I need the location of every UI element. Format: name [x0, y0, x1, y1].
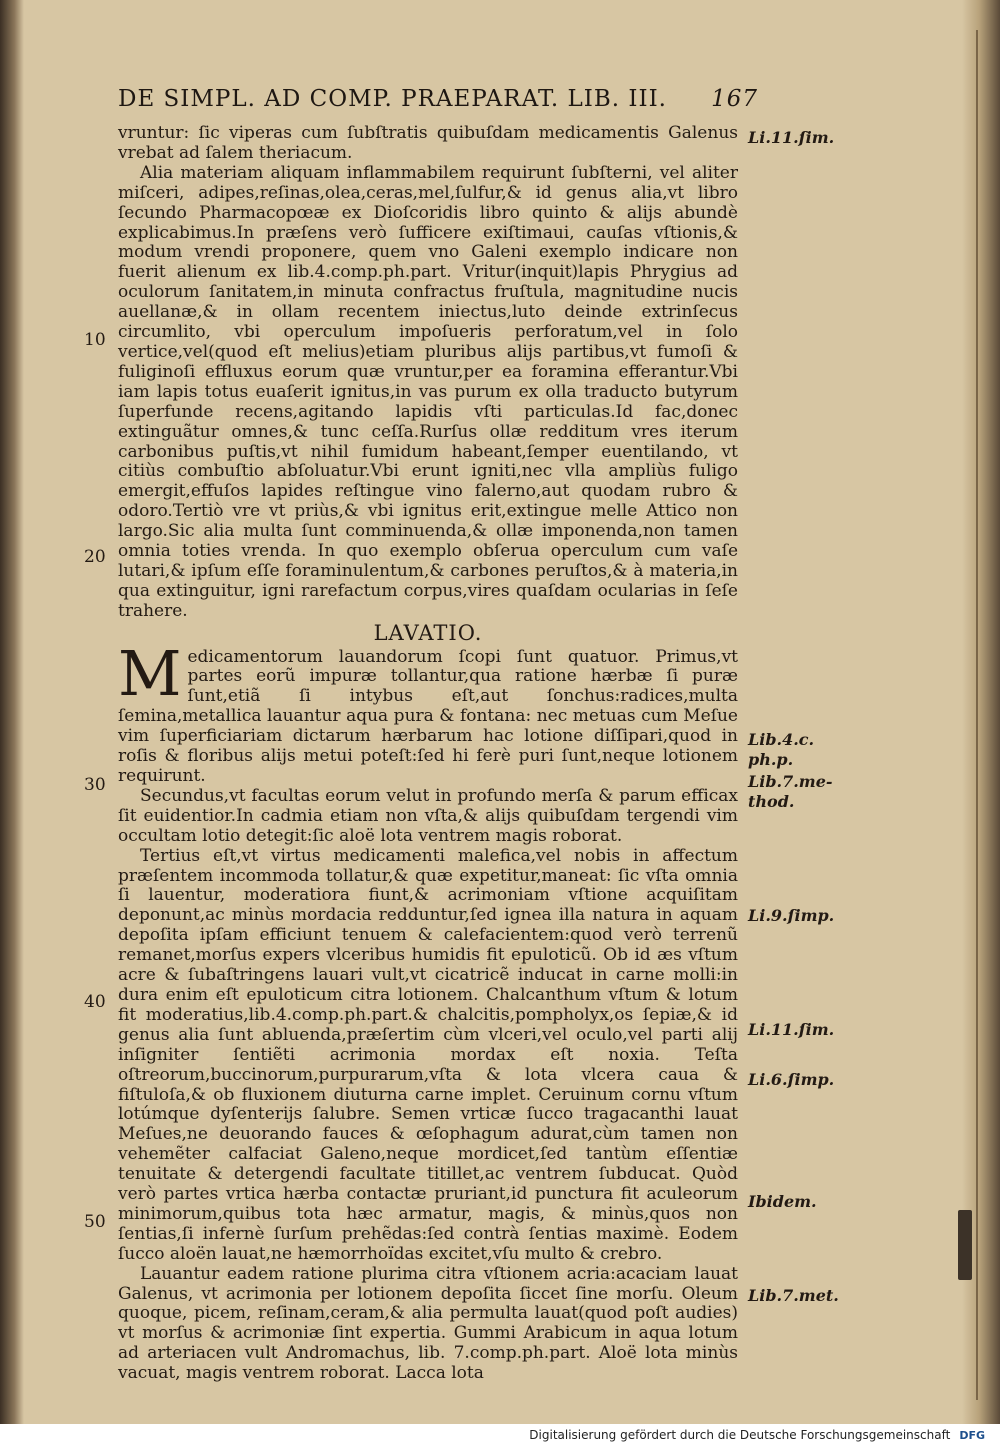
margin-note: Lib.7.met. [748, 1286, 839, 1305]
margin-note: Ibidem. [748, 1192, 817, 1211]
line-number: 50 [84, 1212, 106, 1232]
margin-note: Li.11.ſim. [748, 1020, 835, 1039]
paragraph: vruntur: ſic viperas cum ſubſtratis quibuſdam medicamentis Galenus vrebat ad ſalem theriacum. [118, 123, 738, 163]
running-header [118, 86, 758, 120]
line-number: 20 [84, 547, 106, 567]
margin-note: thod. [748, 792, 795, 811]
main-text [118, 124, 738, 1384]
page-number: 167 [711, 86, 758, 112]
paragraph: Tertius eſt,vt virtus medicamenti malefica,vel nobis in affectum præſentem incommoda tollatur,& quæ expetitur,maneat: ſic vſta omnia ſi lauentur, moderatiora fiunt,& acrimoniam vſtione acquiſitam deponunt,ac minùs mordacia redduntur,ſed ignea illa natura in aquam depoſita ipſam efficiunt tenuem & calefacientem:quod verò terrenũ remanet,morſus expers vlceribus humidis fit epuloticũ. Ob id æs vſtum acre & ſubaſtringens lauari vult,vt cicatricẽ inducat in carne molli:in dura enim eſt epuloticum citra lotionem. Chalcanthum vſtum & lotum fit moderatius,lib.4.comp.ph.part.& chalcitis,pompholyx,os ſepiæ,& id genus alia ſunt abluenda,præſertim cùm vlceri,vel oculo,vel parti alij inſigniter ſentiẽti acrimonia mordax eſt noxia. Teſta oſtreorum,buccinorum,purpurarum,vſta & lota vlcera caua & fiſtuloſa,& ob fluxionem diuturna carne implet. Ceruinum cornu vſtum lotúmque dyſenterijs ſalubre. Semen vrticæ ſucco tragacanthi lauat Meſues,ne deuorando fauces & œſophagum adurat,cùm tamen non vehemẽter calfaciat Galeno,neque mordicet,ſed tantùm eſſentiæ tenuitate & detergendi facultate titillet,ac ventrem ſubducat. Quòd verò partes vrtica hærba contactæ pruriant,id punctura fit aculeorum minimorum,quibus tota hæc armatur, magis, & minùs,quos non ſentias,ſi infernè ſurſum prehẽdas:ſed contrà ſentias maximè. Eodem ſucco aloën lauat,ne hæmorrhoïdas excitet,vſu multo & crebro. [118, 845, 738, 1264]
credit-text: Digitalisierung gefördert durch die Deutsche Forschungsgemeinschaft [529, 1428, 951, 1442]
paragraph: Secundus,vt facultas eorum velut in profundo merſa & parum efficax ſit euidentior.In cadmia etiam non vſta,& alijs quibuſdam tergendi vim occultam lotio detegit:ſic aloë lota ventrem magis roborat. [118, 785, 738, 846]
paragraph-text: edicamentorum lauandorum ſcopi ſunt quatuor. Primus,vt partes eorũ impuræ tollantur,qua ratione hærbæ ſi puræ ſunt,etiã ſi intybus eſt,aut ſonchus:radices,multa ſemina,metallica lauantur aqua pura & fontana: nec metuas cum Meſue vim ſuperficiariam dictarum hærbarum hac lotione diſſipari,quod in roſis & floribus alijs metui poteſt:ſed hi ferè puri ſunt,neque lotionem requirunt. [118, 646, 738, 786]
drop-cap: M [118, 636, 182, 710]
paragraph: Alia materiam aliquam inflammabilem requirunt ſubſterni, vel aliter miſceri, adipes,reſinas,olea,ceras,mel,ſulfur,& id genus alia,vt libro ſecundo Pharmacopœæ ex Dioſcoridis libro quinto & alijs abundè explicabimus.In præſens verò ſufficere exiſtimaui, cauſas vſtionis,& modum vrendi proponere, quem vno Galeni exemplo indicare non fuerit alienum ex lib.4.comp.ph.part. Vritur(inquit)lapis Phrygius ad oculorum ſanitatem,in minuta confractus fruſtula, magnitudine nucis auellanæ,& in ollam recentem iniectus,luto deinde extrinſecus circumlito, vbi operculum impoſueris perforatum,vel in ſolo vertice,vel(quod eſt melius)etiam pluribus alijs partibus,vt fumoſi & fuliginoſi effluxus eorum quæ vruntur,per ea foramina efferantur.Vbi iam lapis totus euaſerit ignitus,in vas purum ex olla traducto butyrum ſuperfunde recens,agitando lapidis vſti particulas.Id fac,donec extinguãtur omnes,& tunc ceſſa.Rurſus ollæ redditum vres iterum carbonibus puſtis,vt nihil fumidum habeant,ſemper euentilando, vt citiùs combuſtio abſoluatur.Vbi erunt igniti,nec vlla ampliùs fuligo emergit,effuſos lapides reſtingue vino falerno,aut quodam rubro & odoro.Tertiò vre vt priùs,& vbi ignitus erit,extingue melle Attico non largo.Sic alia multa ſunt comminuenda,& ollæ imponenda,non tamen omnia toties vrenda. In quo exemplo obſerua operculum cum vaſe lutari,& ipſum eſſe foraminulentum,& carbones peruſtos,& à materia,in qua extinguitur, igni rarefactum corpus,vires quaſdam ocularias in ſeſe trahere. [118, 162, 738, 621]
margin-note: Li.9.ſimp. [748, 906, 835, 925]
line-number: 30 [84, 775, 106, 795]
line-number: 10 [84, 330, 106, 350]
section-heading: LAVATIO. [373, 620, 483, 645]
digitization-footer [0, 1424, 1000, 1448]
dfg-logo: DFG [959, 1429, 985, 1442]
header-title: DE SIMPL. AD COMP. PRAEPARAT. LIB. III. [118, 86, 667, 112]
paragraph: Lauantur eadem ratione plurima citra vſtionem acria:acaciam lauat Galenus, vt acrimonia per lotionem depoſita ſiccet ſine morſu. Oleum quoque, picem, reſinam,ceram,& alia permulta lauat(quod poſt audies) vt morſus & acrimoniæ ſint expertia. Gummi Arabicum in aqua lotum ad arteriacen vult Andromachus, lib. 7.comp.ph.part. Aloë lota minùs vacuat, magis ventrem roborat. Lacca lota [118, 1263, 738, 1384]
margin-note: Lib.7.me- [748, 772, 833, 791]
line-number: 40 [84, 992, 106, 1012]
margin-note: Li.6.ſimp. [748, 1070, 835, 1089]
footer-credit [529, 1428, 988, 1442]
margin-note: ph.p. [748, 750, 794, 769]
gutter-shadow [0, 0, 24, 1424]
margin-note: Li.11.ſim. [748, 128, 835, 147]
margin-note: Lib.4.c. [748, 730, 815, 749]
bookmark-ribbon [958, 1210, 972, 1280]
paragraph [118, 636, 738, 787]
page-edge-line [976, 30, 978, 1400]
